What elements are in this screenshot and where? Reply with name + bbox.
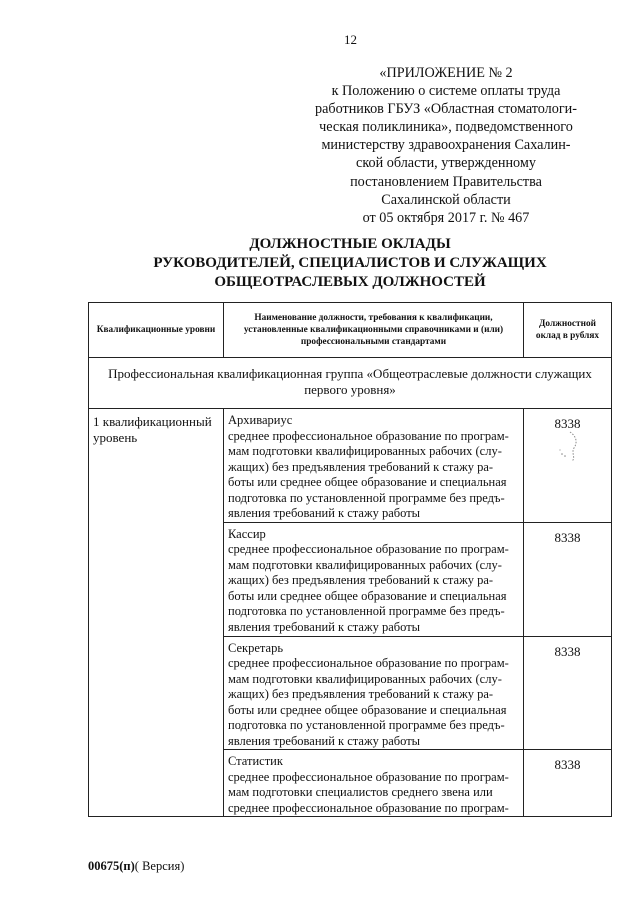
requirement-line: явления требований к стажу работы [228, 506, 421, 520]
footer-version: ( Версия) [134, 859, 185, 873]
requirement-line: среднее профессиональное образование по програм- [228, 542, 509, 556]
appendix-line: от 05 октября 2017 г. № 467 [362, 209, 530, 226]
position-name: Секретарь [228, 640, 284, 655]
scan-artifact-mark [556, 428, 586, 464]
position-name: Архивариус [228, 413, 293, 427]
document-title [100, 235, 600, 292]
requirement-line: явления требований к стажу работы [228, 619, 421, 634]
requirement-line: жащих) без предъявления требований к стажу ра- [228, 459, 494, 474]
appendix-line: постановлением Правительства [350, 173, 542, 190]
title-line: РУКОВОДИТЕЛЕЙ, СПЕЦИАЛИСТОВ И СЛУЖАЩИХ [153, 255, 547, 271]
title-line: ДОЛЖНОСТНЫЕ ОКЛАДЫ [249, 236, 451, 252]
requirement-line: боты или среднее общее образование и специальная [228, 588, 507, 603]
position-cell [224, 636, 524, 750]
appendix-approval-block [296, 64, 596, 227]
requirement-line: среднее профессиональное образование по програм- [228, 656, 509, 670]
requirement-line: боты или среднее общее образование и специальная [228, 702, 507, 717]
requirement-line: подготовка по установленной программе без предъ- [228, 604, 505, 618]
appendix-line: Сахалинской области [381, 191, 511, 208]
professional-group-row [89, 358, 612, 409]
requirement-line: подготовка по установленной программе без предъ- [228, 490, 505, 505]
requirement-line: боты или среднее общее образование и специальная [228, 475, 507, 489]
salary-value: 8338 [524, 409, 612, 523]
appendix-line: ческая поликлиника», подведомственного [319, 119, 573, 136]
position-name: Кассир [228, 526, 266, 541]
position-cell [224, 750, 524, 817]
requirement-line: среднее профессиональное образование по програм- [228, 800, 509, 815]
requirement-line: жащих) без предъявления требований к стажу ра- [228, 573, 494, 587]
salary-value: 8338 [524, 750, 612, 817]
requirement-line: мам подготовки квалифицированных рабочих (слу- [228, 444, 502, 458]
appendix-line: министерству здравоохранения Сахалин- [321, 137, 571, 154]
qualification-level: 1 квалификационный уровень [89, 409, 224, 817]
position-cell [224, 409, 524, 523]
table-row [89, 409, 612, 523]
professional-group-title: Профессиональная квалификационная группа «Общеотраслевые должности служащих первого уровня» [89, 358, 612, 409]
appendix-line: работников ГБУЗ «Областная стоматологи- [315, 101, 577, 118]
title-line: ОБЩЕОТРАСЛЕВЫХ ДОЛЖНОСТЕЙ [214, 274, 486, 290]
header-position-requirements: Наименование должности, требования к квалификации, установленные квалификационными справочниками и (или) профессиональными стандартами [224, 303, 524, 358]
position-name: Статистик [228, 754, 283, 768]
requirement-line: подготовка по установленной программе без предъ- [228, 718, 505, 732]
appendix-line: «ПРИЛОЖЕНИЕ № 2 [379, 65, 513, 81]
footer-code: 00675(п) [88, 859, 135, 873]
page-number: 12 [344, 32, 357, 47]
salary-value: 8338 [524, 522, 612, 636]
header-qualification-levels: Квалификационные уровни [89, 303, 224, 358]
appendix-line: к Положению о системе оплаты труда [331, 83, 561, 100]
requirement-line: мам подготовки квалифицированных рабочих (слу- [228, 671, 502, 686]
position-cell [224, 522, 524, 636]
header-salary: Должностной оклад в рублях [524, 303, 612, 358]
requirement-line: явления требований к стажу работы [228, 733, 421, 748]
requirement-line: жащих) без предъявления требований к стажу ра- [228, 687, 494, 701]
requirement-line: среднее профессиональное образование по програм- [228, 428, 509, 443]
table-header-row [89, 303, 612, 358]
footer-document-code [88, 859, 184, 874]
requirement-line: мам подготовки квалифицированных рабочих (слу- [228, 557, 502, 572]
requirement-line: среднее профессиональное образование по програм- [228, 769, 509, 784]
salary-table [88, 302, 612, 817]
appendix-line: ской области, утвержденному [356, 155, 536, 172]
requirement-line: мам подготовки специалистов среднего звена или [228, 785, 493, 799]
salary-value: 8338 [524, 636, 612, 750]
